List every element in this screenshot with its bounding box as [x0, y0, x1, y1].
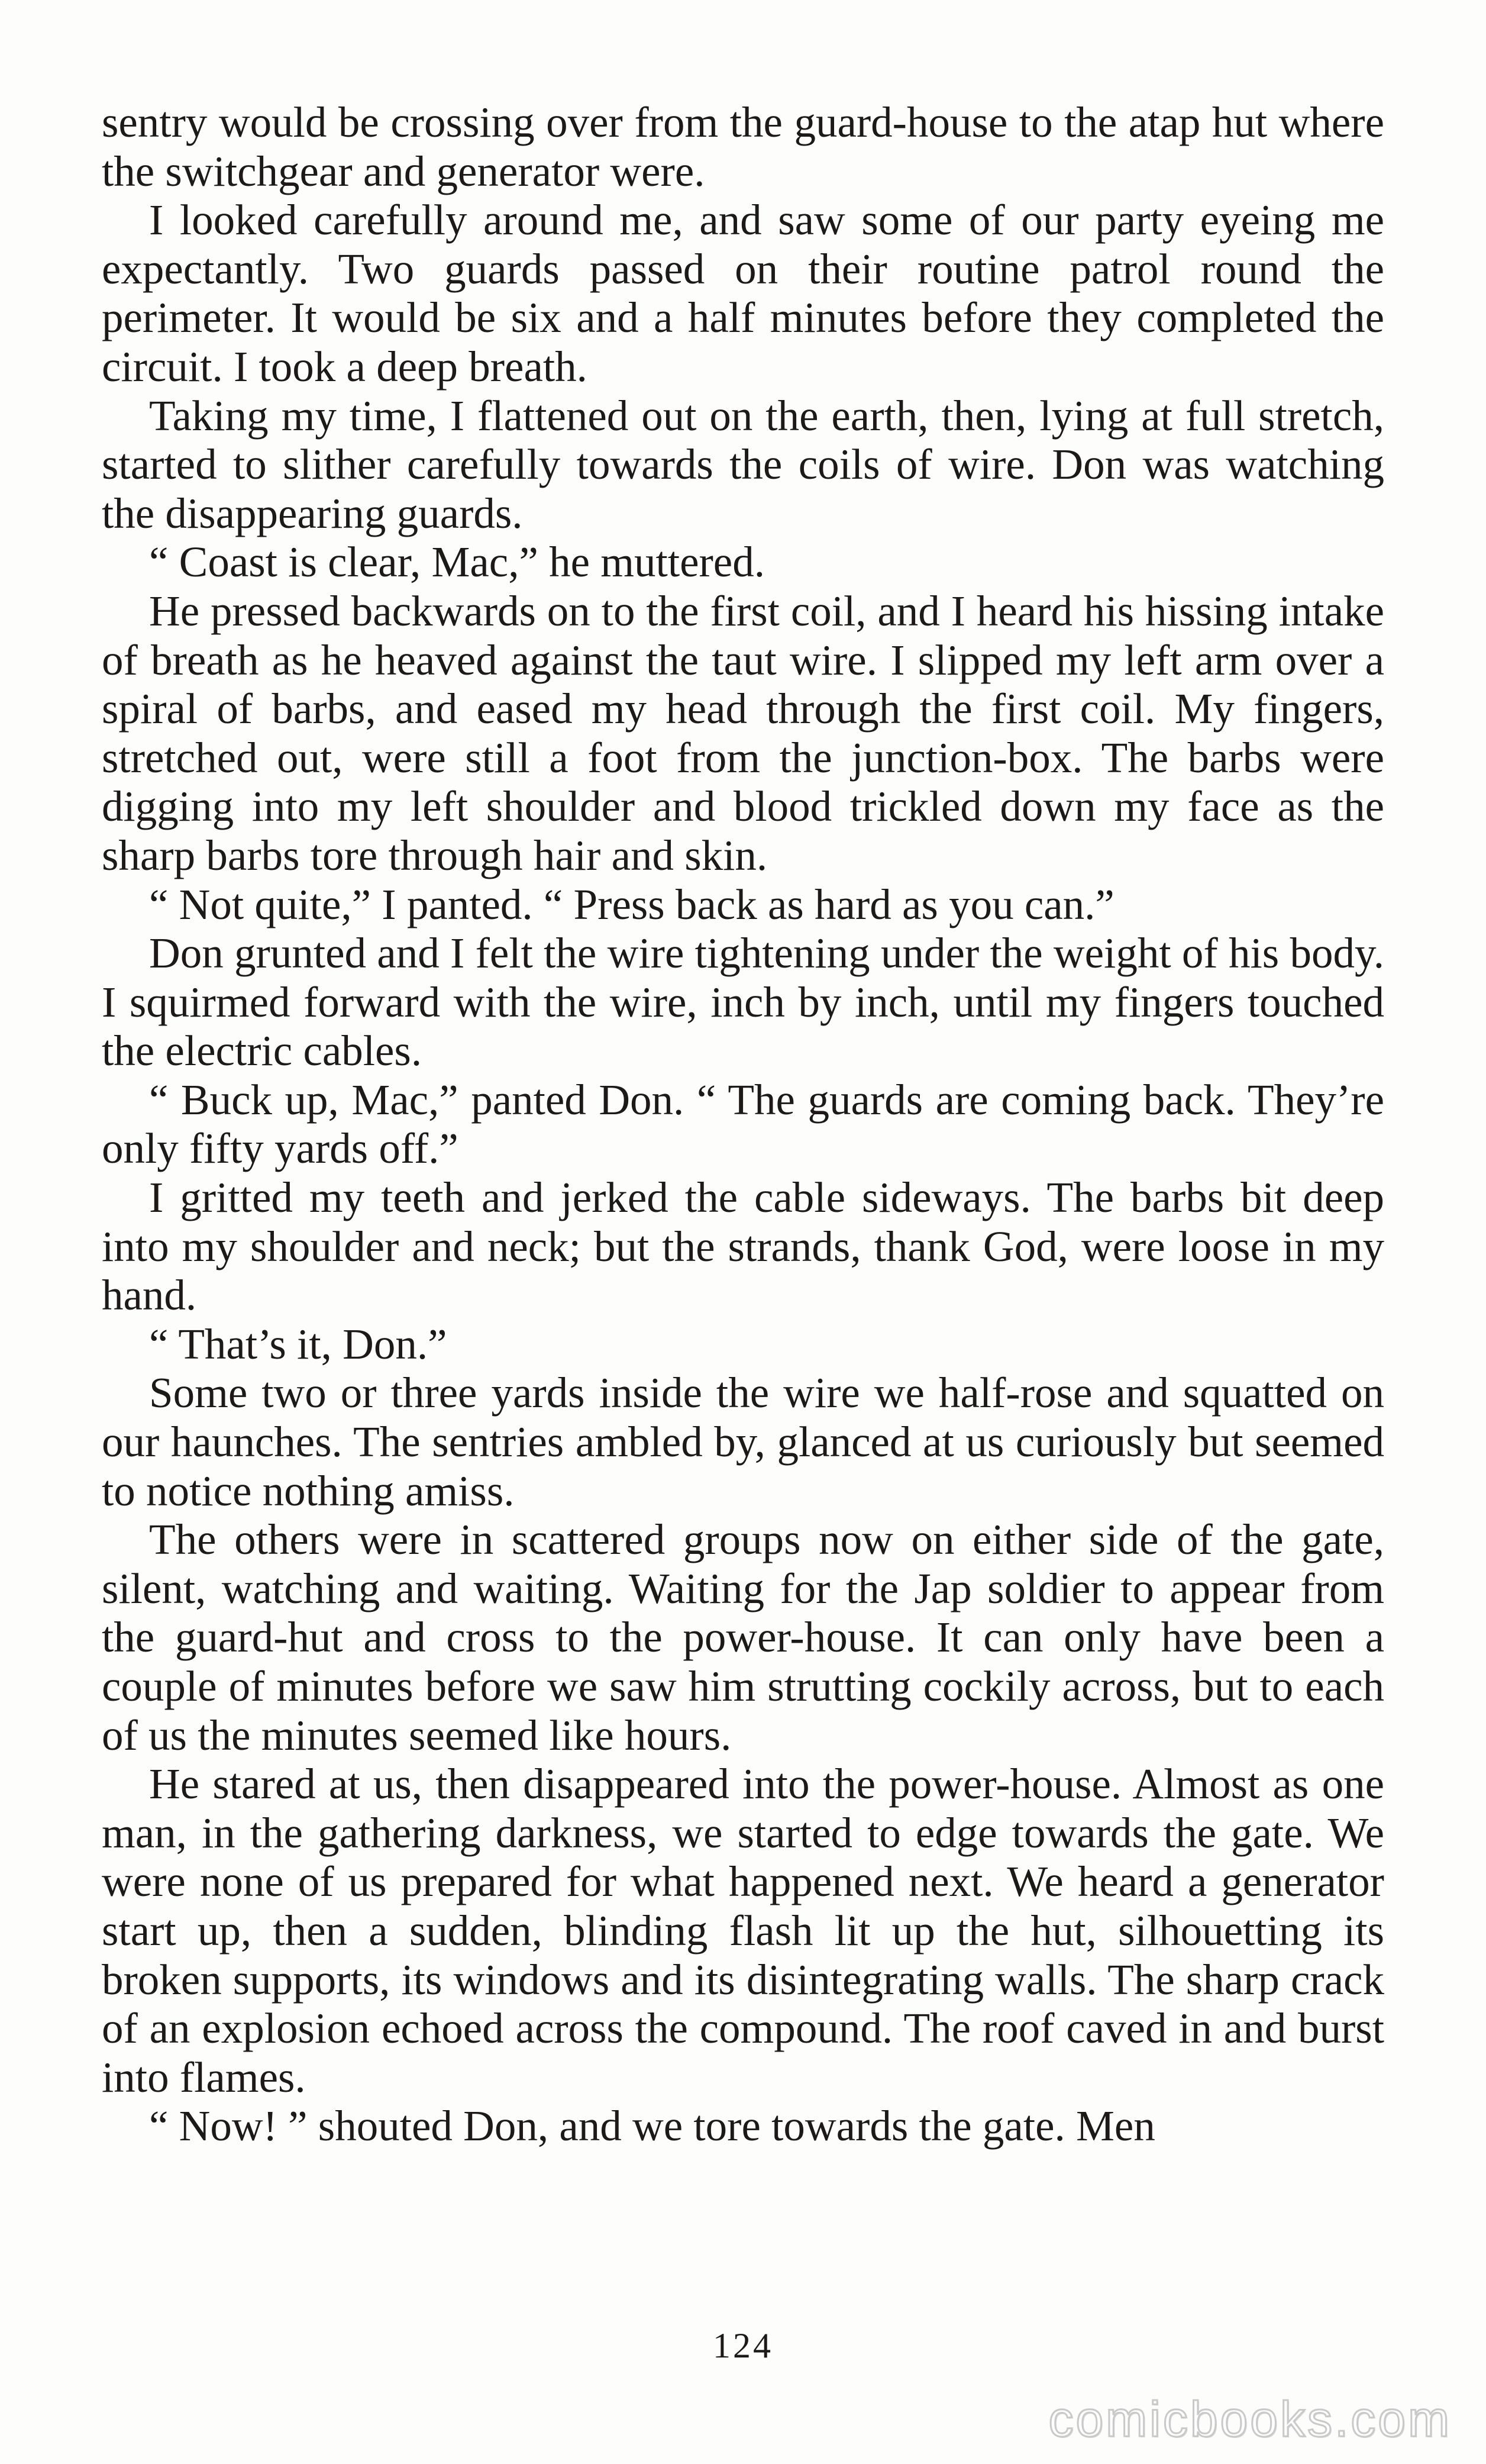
paragraph: Taking my time, I flattened out on the earth, then, lying at full stretch, started to slither carefully towards the coils of wire. Don was watching the disappearing guards.	[102, 391, 1384, 537]
paragraph: “ Buck up, Mac,” panted Don. “ The guards are coming back. They’re only fifty yards off.”	[102, 1075, 1384, 1173]
paragraph: “ Coast is clear, Mac,” he muttered.	[149, 538, 765, 586]
paragraph: He pressed backwards on to the first coil, and I heard his hissing intake of breath as he heaved against the taut wire. I slipped my left arm over a spiral of barbs, and eased my head through the first coil. My fingers, stretched out, were still a foot from the junction-box. The barbs were digging into my left shoulder and blood trickled down my face as the sharp barbs tore through hair and skin.	[102, 586, 1384, 879]
paragraph: The others were in scattered groups now on either side of the gate, silent, watching and waiting. Waiting for the Jap soldier to appear from the guard-hut and cross to the power-house. It can only have been a couple of minutes before we saw him strutting cockily across, but to each of us the minutes seemed like hours.	[102, 1515, 1384, 1759]
paragraph: “ That’s it, Don.”	[149, 1320, 447, 1368]
body-text	[102, 98, 1384, 2151]
watermark-text: comicbooks.com	[1048, 2391, 1452, 2447]
page-number: 124	[713, 2326, 773, 2365]
paragraph: sentry would be crossing over from the guard-house to the atap hut where the switchgear and generator were.	[102, 98, 1384, 195]
paragraph: Some two or three yards inside the wire we half-rose and squatted on our haunches. The sentries ambled by, glanced at us curiously but seemed to notice nothing amiss.	[102, 1369, 1384, 1515]
paragraph: “ Now! ” shouted Don, and we tore towards the gate. Men	[149, 2102, 1155, 2150]
paragraph: “ Not quite,” I panted. “ Press back as hard as you can.”	[149, 880, 1114, 928]
paragraph: Don grunted and I felt the wire tightening under the weight of his body. I squirmed forward with the wire, inch by inch, until my fingers touched the electric cables.	[102, 929, 1384, 1075]
paragraph: He stared at us, then disappeared into the power-house. Almost as one man, in the gathering darkness, we started to edge towards the gate. We were none of us prepared for what happened next. We heard a generator start up, then a sudden, blinding flash lit up the hut, silhouetting its broken supports, its windows and its disintegrating walls. The sharp crack of an explosion echoed across the compound. The roof caved in and burst into flames.	[102, 1760, 1384, 2101]
paragraph: I gritted my teeth and jerked the cable sideways. The barbs bit deep into my shoulder and neck; but the strands, thank God, were loose in my hand.	[102, 1173, 1384, 1320]
paragraph: I looked carefully around me, and saw some of our party eyeing me expectantly. Two guards passed on their routine patrol round the perimeter. It would be six and a half minutes before they completed the circuit. I took a deep breath.	[102, 196, 1384, 391]
